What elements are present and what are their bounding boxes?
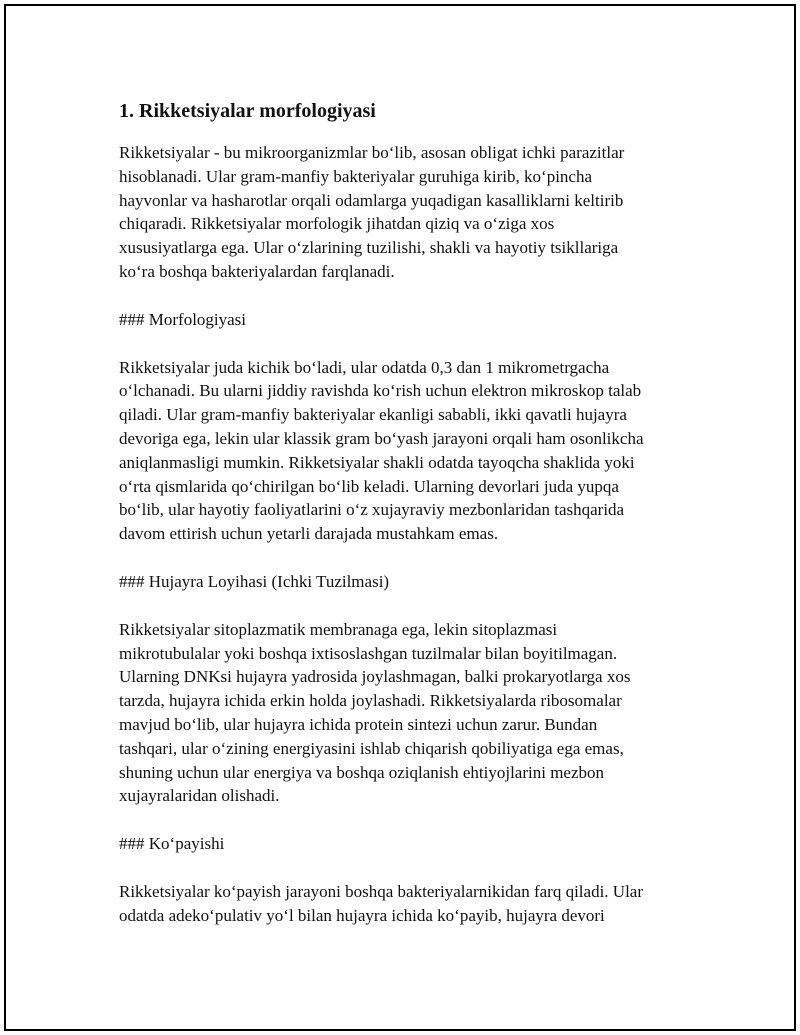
section-heading-reproduction: ### Ko‘payishi (119, 834, 225, 854)
section-paragraph-cell-structure: Rikketsiyalar sitoplazmatik membranaga ega, lekin sitoplazmasi mikrotubulalar yoki boshqa ixtisoslashgan tuzilmalar bilan boyitilmagan. Ularning DNKsi hujayra yadrosida joylashmagan, balki prokaryotlarga xos tarzda, hujayra ichida erkin holda joylashadi. Rikketsiyalarda ribosomalar mavjud bo‘lib, ular hujayra ichida protein sintezi uchun zarur. Bundan tashqari, ular o‘zining energiyasini ishlab chiqarish qobiliyatiga ega emas, shuning uchun ular energiya va boshqa oziqlanish ehtiyojlarini mezbon xujayralaridan olishadi. (119, 619, 631, 806)
page-frame (4, 4, 796, 1031)
section-paragraph-reproduction: Rikketsiyalar ko‘payish jarayoni boshqa bakteriyalarnikidan farq qiladi. Ular odatda adeko‘pulativ yo‘l bilan hujayra ichida ko‘payib, hujayra devori (119, 881, 644, 925)
section-heading-morphology: ### Morfologiyasi (119, 309, 247, 329)
document-body (119, 96, 709, 952)
intro-paragraph: Rikketsiyalar - bu mikroorganizmlar bo‘lib, asosan obligat ichki parazitlar hisoblanadi. Ular gram-manfiy bakteriyalar guruhiga kirib, ko‘pincha hayvonlar va hasharotlar orqali odamlarga yuqadigan kasalliklarni keltirib chiqaradi. Rikketsiyalar morfologik jihatdan qiziq va o‘ziga xos xususiyatlarga ega. Ular o‘zlarining tuzilishi, shakli va hayotiy tsikllariga ko‘ra boshqa bakteriyalardan farqlanadi. (119, 143, 625, 281)
section-heading-cell-structure: ### Hujayra Loyihasi (Ichki Tuzilmasi) (119, 571, 390, 591)
section-paragraph-morphology: Rikketsiyalar juda kichik bo‘ladi, ular odatda 0,3 dan 1 mikrometrgacha o‘lchanadi. Bu ularni jiddiy ravishda ko‘rish uchun elektron mikroskop talab qiladi. Ular gram-manfiy bakteriyalar ekanligi sababli, ikki qavatli hujayra devoriga ega, lekin ular klassik gram bo‘yash jarayoni orqali ham osonlikcha aniqlanmasligi mumkin. Rikketsiyalar shakli odatda tayoqcha shaklida yoki o‘rta qismlarida qo‘chirilgan bo‘lib keladi. Ularning devorlari juda yupqa bo‘lib, ular hayotiy faoliyatlarini o‘z xujayraviy mezbonlaridan tashqarida davom ettirish uchun yetarli darajada mustahkam emas. (119, 357, 644, 544)
document-title: 1. Rikketsiyalar morfologiyasi (119, 100, 376, 122)
